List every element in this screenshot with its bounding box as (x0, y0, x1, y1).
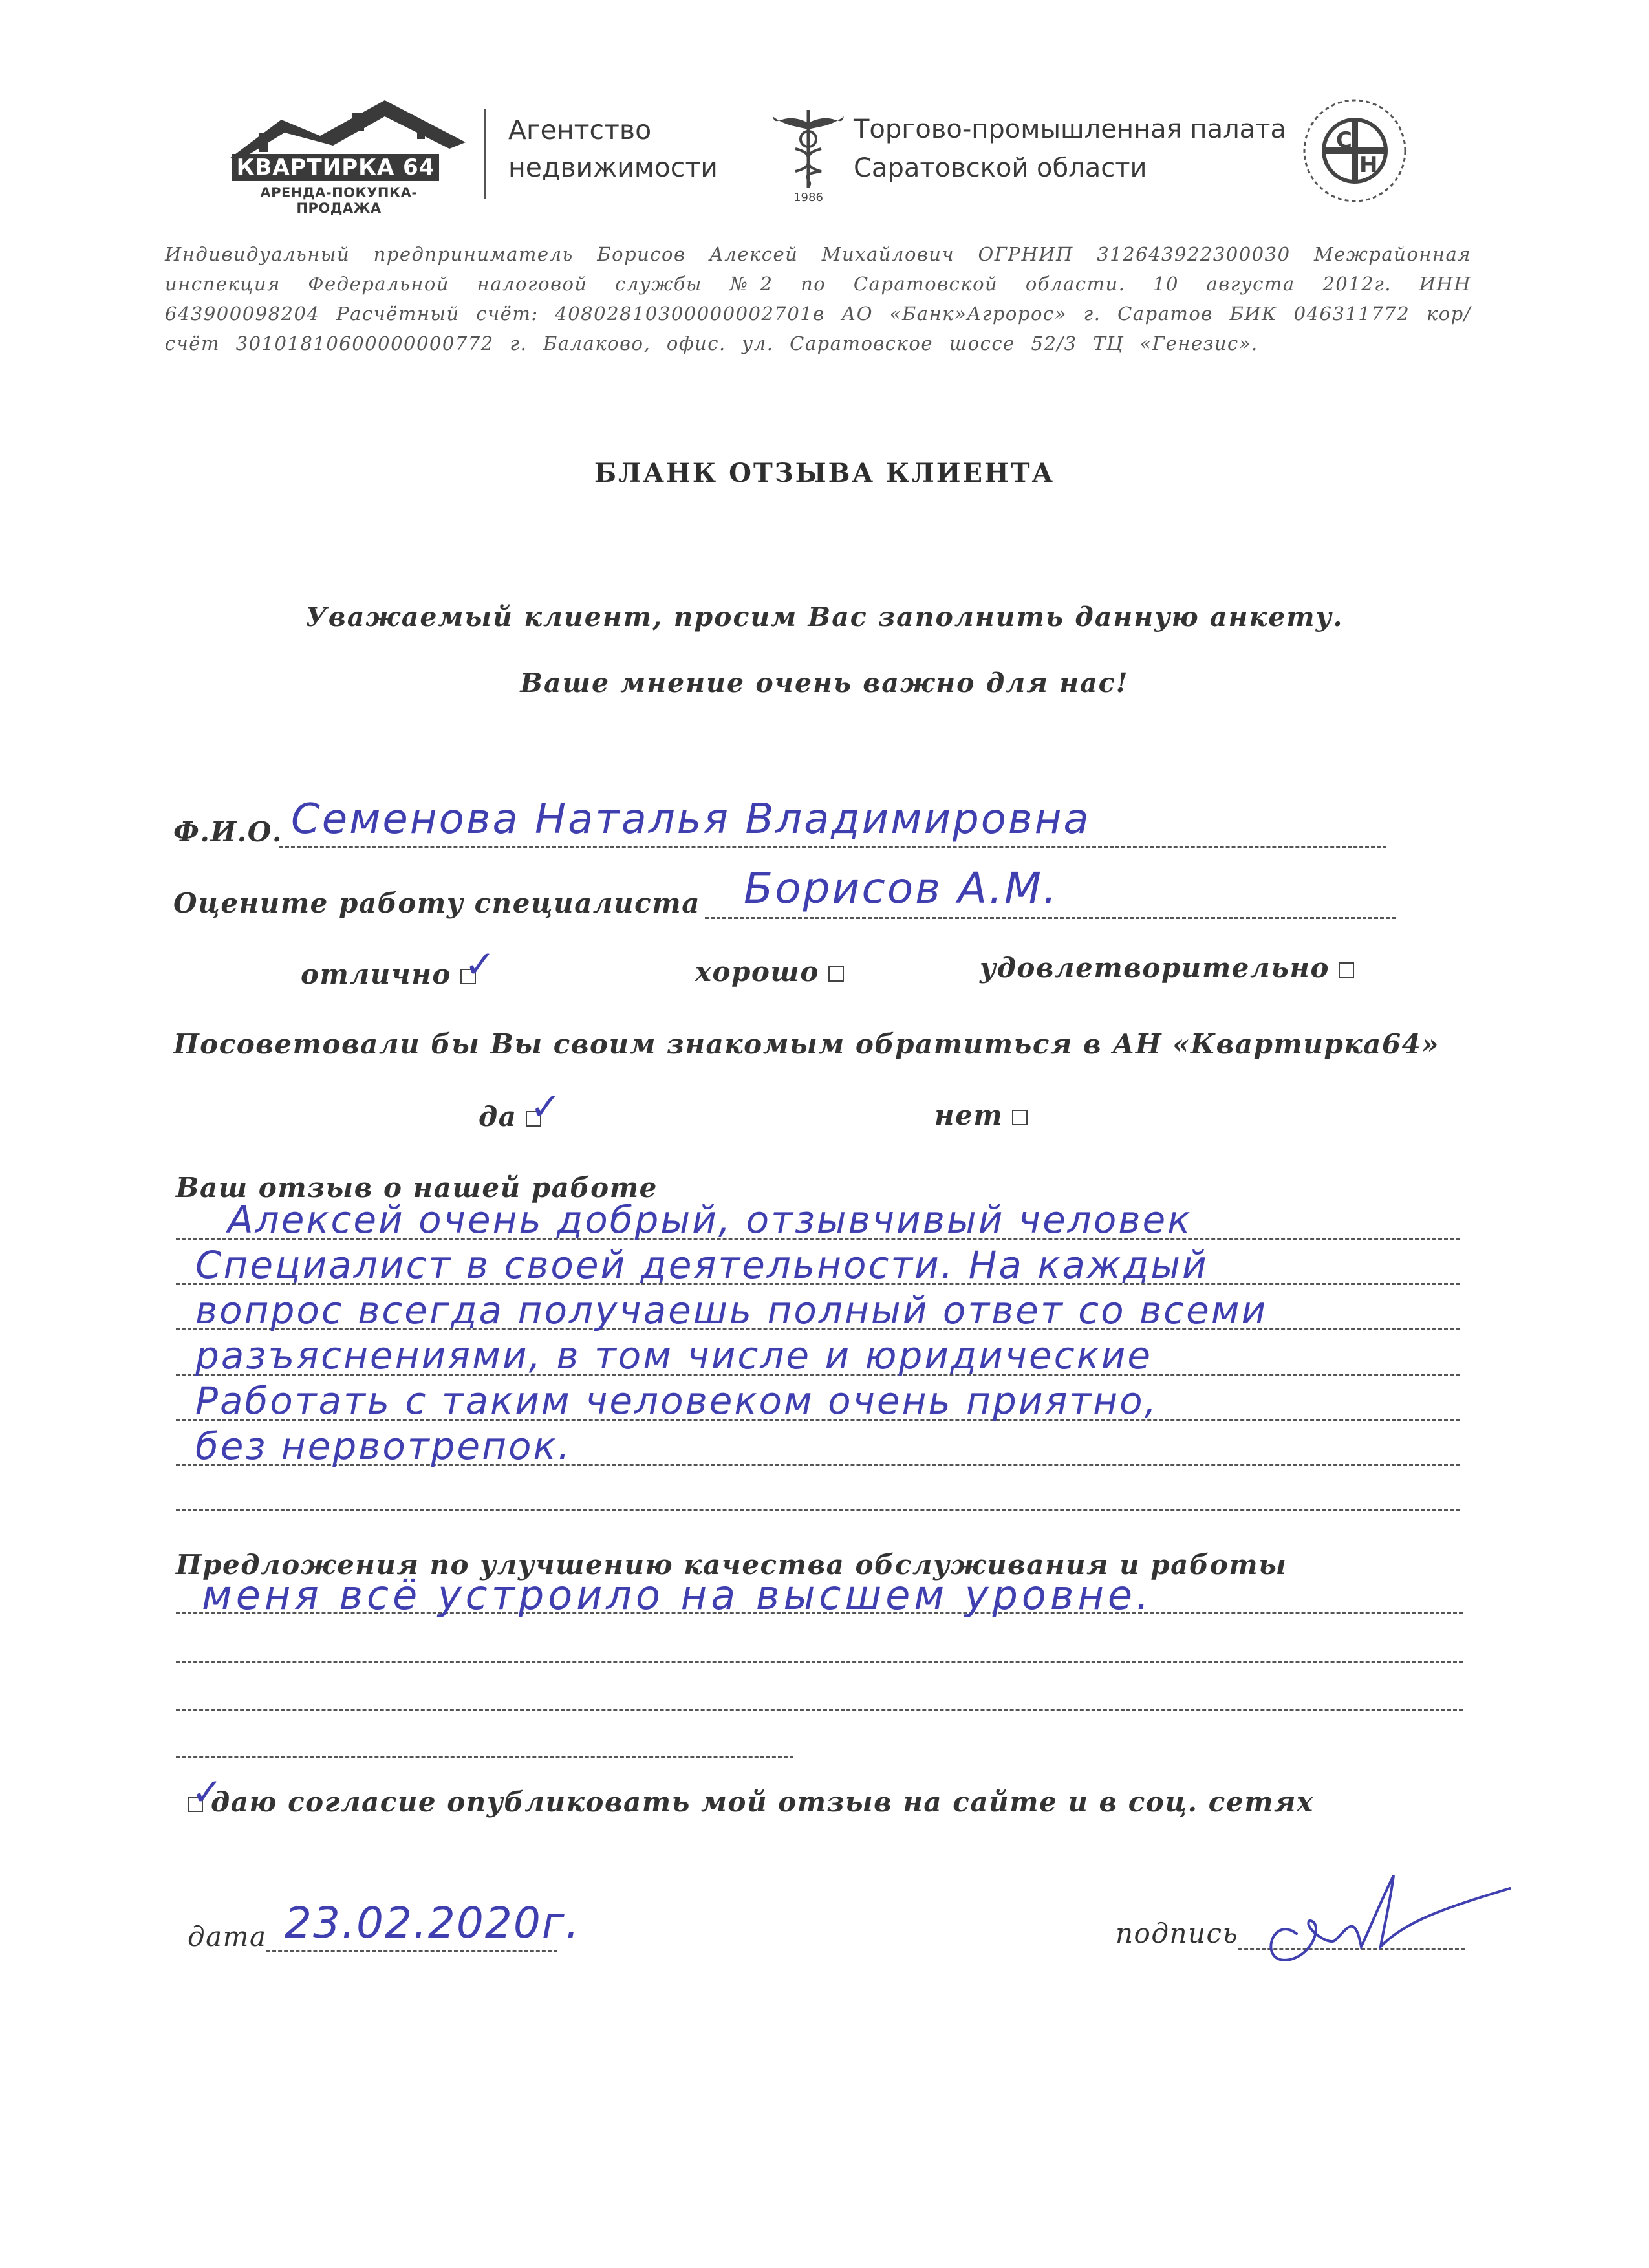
entrepreneur-details: Индивидуальный предприниматель Борисов Алексей Михайлович ОГРНИП 312643922300030 Межрайонная инспекция Федеральной налоговой службы №2 по Саратовской области. 10 августа 2012г. ИНН 643900098204 Расчётный счёт: 40802810300000002701в АО «Банк»Агророс» г. Саратов БИК 046311772 кор/счёт 30101810600000000772 г. Балаково, офис. ул. Саратовское шоссе 52/3 ТЦ «Генезис». (165, 243, 1471, 354)
form-title: БЛАНК ОТЗЫВА КЛИЕНТА (594, 458, 1055, 488)
chamber-line-1: Торгово-промышленная палата (854, 114, 1286, 144)
review-label: Ваш отзыв о нашей работе (176, 1172, 658, 1204)
company-logo (223, 97, 472, 216)
svg-text:C: C (1336, 127, 1352, 153)
recommend-yes-checkbox[interactable] (526, 1085, 563, 1129)
rating-good-label: хорошо (695, 956, 819, 988)
consent-option[interactable] (188, 1770, 1314, 1818)
chamber-block (854, 110, 1319, 188)
recommend-no-checkbox[interactable] (1012, 1110, 1028, 1125)
specialist-input[interactable]: Борисов А.М. (744, 863, 1059, 913)
recommend-yes-option[interactable] (479, 1085, 563, 1132)
review-line-3: вопрос всегда получаешь полный ответ со всеми (195, 1288, 1268, 1332)
intro-line-1: Уважаемый клиент, просим Вас заполнить данную анкету. (305, 601, 1344, 632)
chamber-emblem (770, 103, 854, 210)
checkmark-icon: ✓ (464, 942, 497, 986)
checkmark-icon: ✓ (530, 1085, 563, 1129)
fio-input[interactable]: Семенова Наталья Владимировна (291, 795, 1091, 843)
recommend-yes-label: да (479, 1101, 517, 1132)
consent-label: даю согласие опубликовать мой отзыв на сайте и в соц. сетях (211, 1786, 1314, 1818)
agency-line-1: Агентство (508, 114, 652, 146)
date-label: дата (188, 1921, 267, 1952)
mercury-caduceus-icon (770, 103, 847, 191)
rating-satisfactory-option[interactable] (980, 952, 1354, 984)
logo-tagline: АРЕНДА-ПОКУПКА-ПРОДАЖА (260, 185, 418, 216)
suggestions-textarea[interactable] (176, 1565, 1469, 1766)
intro-line-2: Ваше мнение очень важно для нас! (520, 667, 1129, 698)
emblem-year: 1986 (793, 191, 823, 204)
review-line-4: разъяснениями, в том числе и юридические (195, 1334, 1153, 1377)
review-line-6: без нервотрепок. (195, 1424, 572, 1468)
date-line (266, 1950, 557, 1952)
chamber-seal (1300, 96, 1410, 206)
review-line-2: Специалист в своей деятельности. На каждый (195, 1243, 1209, 1287)
agency-line-2: недвижимости (508, 152, 718, 183)
signature-field[interactable] (1251, 1863, 1523, 1992)
suggestions-rule (176, 1756, 793, 1758)
rating-satisfactory-label: удовлетворительно (980, 952, 1330, 984)
rating-good-checkbox[interactable] (828, 966, 844, 982)
consent-checkbox[interactable] (188, 1770, 224, 1814)
review-rule (176, 1509, 1460, 1511)
handwritten-signature (1251, 1863, 1523, 1992)
agency-block (508, 111, 767, 186)
chamber-line-2: Саратовской области (854, 153, 1147, 183)
review-textarea[interactable] (176, 1183, 1463, 1520)
recommend-label: Посоветовали бы Вы своим знакомым обратиться в АН «Квартирка64» (173, 1028, 1440, 1060)
suggestions-label: Предложения по улучшению качества обслуживания и работы (176, 1549, 1288, 1581)
signature-label: подпись (1116, 1917, 1238, 1949)
round-seal-icon (1300, 96, 1410, 206)
date-input[interactable]: 23.02.2020г. (285, 1898, 581, 1948)
suggestions-line-1: меня всё устроило на высшем уровне. (202, 1571, 1153, 1619)
rating-excellent-label: отлично (301, 958, 451, 990)
checkmark-icon: ✓ (191, 1770, 224, 1814)
rating-excellent-checkbox[interactable] (460, 942, 497, 986)
suggestions-rule (176, 1661, 1463, 1663)
fio-label: Ф.И.О. (173, 816, 283, 848)
recommend-no-option[interactable] (934, 1099, 1028, 1131)
rating-excellent-option[interactable] (301, 942, 497, 990)
logo-name: КВАРТИРКА 64 (232, 154, 439, 181)
review-line-5: Работать с таким человеком очень приятно, (195, 1379, 1159, 1423)
svg-text:H: H (1359, 152, 1378, 178)
specialist-line (705, 917, 1396, 919)
header-divider (484, 109, 486, 199)
suggestions-rule (176, 1709, 1463, 1711)
recommend-no-label: нет (934, 1099, 1004, 1131)
specialist-label: Оцените работу специалиста (173, 887, 700, 919)
review-line-1: Алексей очень добрый, отзывчивый человек (228, 1198, 1192, 1242)
rating-satisfactory-checkbox[interactable] (1339, 962, 1354, 978)
fio-line (279, 846, 1386, 848)
rating-good-option[interactable] (695, 956, 844, 988)
